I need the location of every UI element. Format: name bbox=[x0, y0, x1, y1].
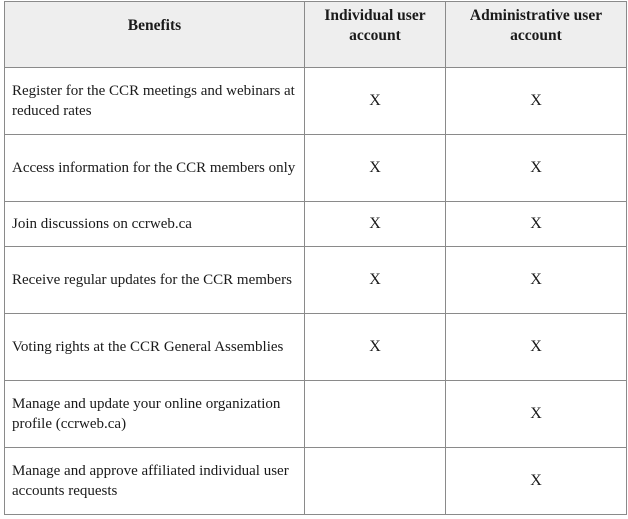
administrative-mark: X bbox=[446, 68, 627, 135]
administrative-mark: X bbox=[446, 381, 627, 448]
table-row bbox=[5, 381, 627, 448]
table-row bbox=[5, 247, 627, 314]
individual-mark: X bbox=[305, 247, 446, 314]
benefit-cell: Manage and approve affiliated individual user accounts requests bbox=[5, 448, 305, 515]
table-row bbox=[5, 135, 627, 202]
administrative-mark: X bbox=[446, 202, 627, 247]
benefit-cell: Access information for the CCR members only bbox=[5, 135, 305, 202]
individual-mark bbox=[305, 381, 446, 448]
header-administrative: Administrative user account bbox=[446, 2, 627, 68]
administrative-mark: X bbox=[446, 135, 627, 202]
benefit-cell: Manage and update your online organization profile (ccrweb.ca) bbox=[5, 381, 305, 448]
table-row bbox=[5, 448, 627, 515]
administrative-mark: X bbox=[446, 314, 627, 381]
individual-mark: X bbox=[305, 68, 446, 135]
benefit-cell: Join discussions on ccrweb.ca bbox=[5, 202, 305, 247]
header-individual: Individual user account bbox=[305, 2, 446, 68]
benefit-cell: Register for the CCR meetings and webinars at reduced rates bbox=[5, 68, 305, 135]
benefit-cell: Voting rights at the CCR General Assemblies bbox=[5, 314, 305, 381]
benefits-table bbox=[4, 1, 627, 515]
individual-mark: X bbox=[305, 202, 446, 247]
header-benefits: Benefits bbox=[5, 2, 305, 68]
header-row bbox=[5, 2, 627, 68]
table-row bbox=[5, 202, 627, 247]
individual-mark bbox=[305, 448, 446, 515]
individual-mark: X bbox=[305, 135, 446, 202]
administrative-mark: X bbox=[446, 247, 627, 314]
table-row bbox=[5, 68, 627, 135]
benefit-cell: Receive regular updates for the CCR members bbox=[5, 247, 305, 314]
individual-mark: X bbox=[305, 314, 446, 381]
administrative-mark: X bbox=[446, 448, 627, 515]
table-row bbox=[5, 314, 627, 381]
